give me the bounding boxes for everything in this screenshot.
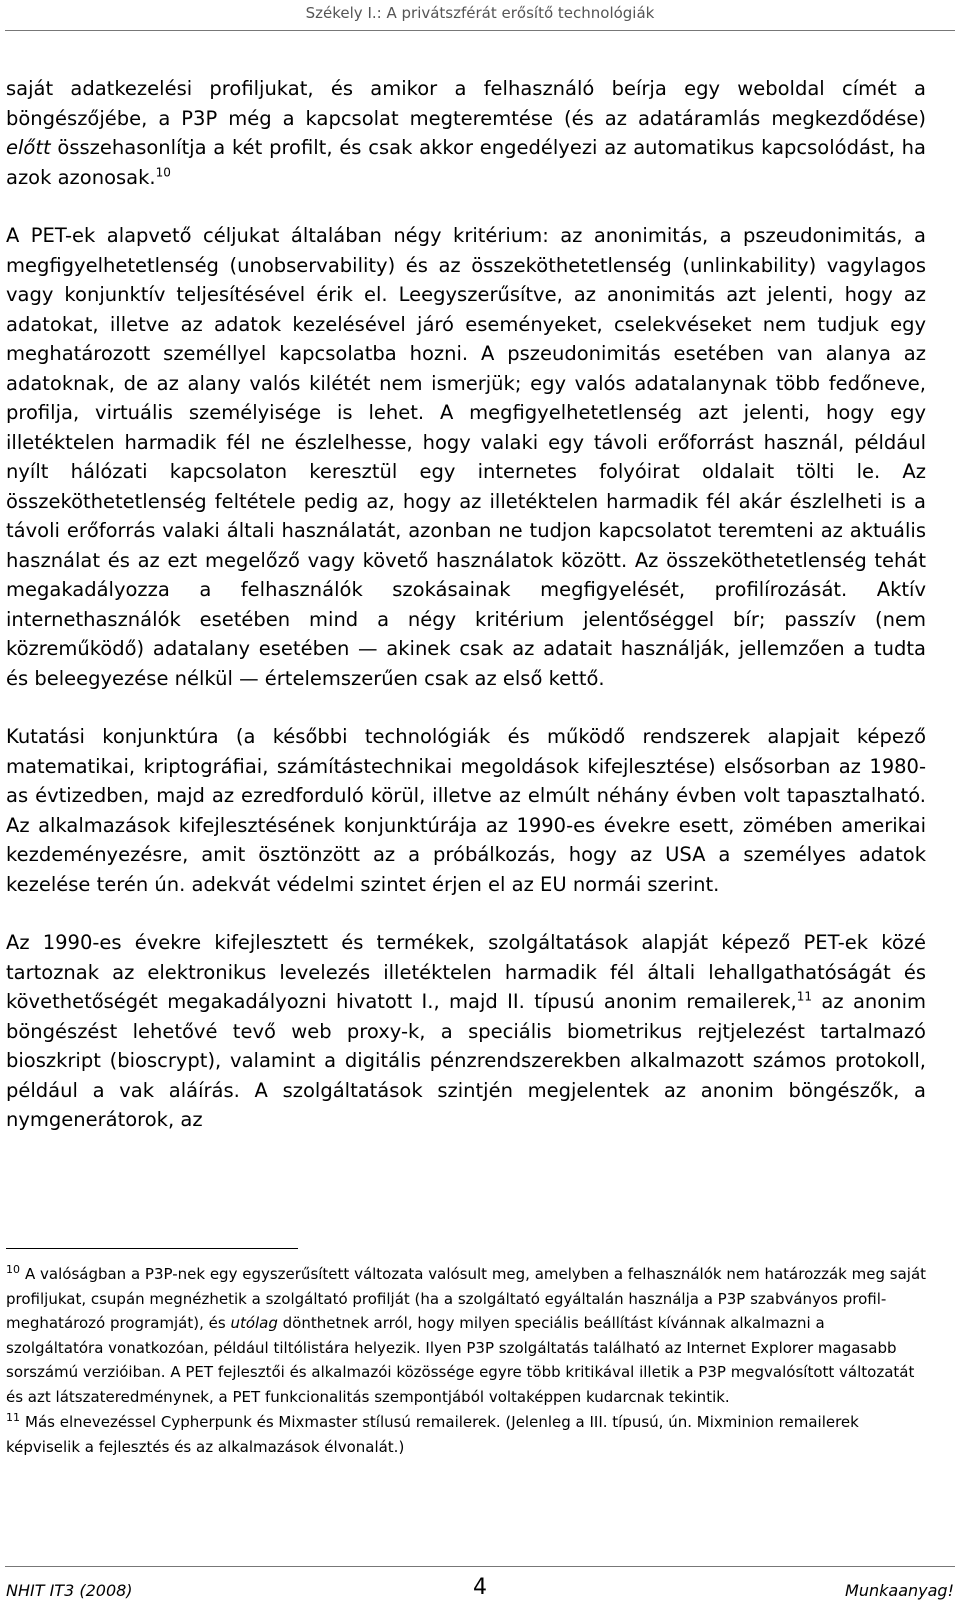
footnote-10-number: 10 xyxy=(6,1263,20,1276)
paragraph-research: Kutatási konjunktúra (a későbbi technológiák és működő rendszerek alapjait képező matematikai, kriptográfiai, számítástechnikai megoldások kifejlesztése) elsősorban az 1980-as évtizedben, majd az ezredforduló körül, illetve az elmúlt néhány évben volt tapasztalható. Az alkalmazások kifejlesztésének konjunktúrája az 1990-es évekre esett, zömében amerikai kezdeményezésre, amit ösztönzött az a próbálkozás, hogy az USA a személyes adatok kezelése terén ún. adekvát védelmi szintet érjen el az EU normái szerint. xyxy=(6,725,926,896)
p4-text-b: az anonim böngészést lehetővé tevő web proxy-k, a speciális biometrikus rejtjelezést tartalmazó bioszkript (bioscrypt), valamint a digitális pénzrendszerekben alkalmazott számos protokoll, például a vak aláírás. A szolgáltatások szintjén megjelentek az anonim böngészők, a nymgenerátorok, az xyxy=(6,990,926,1131)
running-header: Székely I.: A privátszférát erősítő technológiák xyxy=(305,4,655,22)
footnote-11-number: 11 xyxy=(6,1411,20,1424)
body-text xyxy=(6,74,926,1135)
footnote-11 xyxy=(6,1410,926,1459)
paragraph-pet-criteria: A PET-ek alapvető céljukat általában négy kritérium: az anonimitás, a pszeudonimitás, a megfigyelhetetlenség (unobservability) és az összeköthetetlenség (unlinkability) vagylagos vagy konjunktív teljesítésével érik el. Leegyszerűsítve, az anonimitás azt jelenti, hogy az adatokat, illetve az adatok kezelésével járó eseményeket, cselekvéseket nem tudjuk egy meghatározott személlyel kapcsolatba hozni. A pszeudonimitás esetében van alanya az adatoknak, de az alany valós kilétét nem ismerjük; egy valós adatalanynak több fedőneve, profilja, virtuális személyisége is lehet. A megfigyelhetetlenség azt jelenti, hogy egy illetéktelen harmadik fél ne észlelhesse, hogy valaki egy távoli erőforrást használ, például nyílt hálózati kapcsolaton keresztül egy internetes folyóirat oldalait tölti le. Az összeköthetetlenség feltétele pedig az, hogy az illetéktelen harmadik fél akár észlelheti is a távoli erőforrás valaki általi használatát, azonban ne tudjon kapcsolatot teremteni az aktuális használat és az ezt megelőző vagy követő használatok között. Az összeköthetetlenség tehát megakadályozza a felhasználók szokásainak megfigyelését, profilírozását. Aktív internethasználók esetében mind a négy kritérium jelentőséggel bír; passzív (nem közreműködő) adatalany esetében — akinek csak az adatait használják, jellemzően a tudta és beleegyezése nélkül — értelemszerűen csak az első kettő. xyxy=(6,224,926,690)
footnote-ref-10[interactable]: 10 xyxy=(155,165,171,179)
footnote-11-text: Más elnevezéssel Cypherpunk és Mixmaster stílusú remailerek. (Jelenleg a III. típusú, ún. Mixminion remailerek képviselik a fejlesztés és az alkalmazások élvonalát.) xyxy=(6,1413,859,1456)
header-divider xyxy=(5,30,955,31)
footnote-10 xyxy=(6,1262,926,1409)
paragraph-pet-products xyxy=(6,928,926,1135)
footer-right: Munkaanyag! xyxy=(845,1581,954,1600)
p1-text-b: összehasonlítja a két profilt, és csak akkor engedélyezi az automatikus kapcsolódást, ha azok azonosak. xyxy=(6,136,926,189)
p4-text-a: Az 1990-es évekre kifejlesztett és termékek, szolgáltatások alapját képező PET-ek közé tartoznak az elektronikus levelezés illetéktelen harmadik fél általi lehallgathatóságát és követhetőségét megakadályozni hivatott I., majd II. típusú anonim remailerek, xyxy=(6,931,926,1013)
footnote-ref-11[interactable]: 11 xyxy=(796,989,813,1004)
footnote-10-text-b: dönthetnek arról, hogy milyen speciális beállítást kívánnak alkalmazni a szolgáltatóra vonatkozóan, például tiltólistára helyezik. Ilyen P3P szolgáltatás található az Internet Explorer magasabb sorszámú verzióiban. A PET fejlesztői és alkalmazói közössége egyre több kritikával illetik a P3P megvalósított változatát és azt látszateredménynek, a PET funkcionalitás szempontjából voltaképpen kudarcnak tekintik. xyxy=(6,1314,915,1406)
footnote-10-italic: utólag xyxy=(230,1314,278,1332)
footnote-10-text-a: A valóságban a P3P-nek egy egyszerűsített változata valósult meg, amelyben a felhasználók nem határozzák meg saját profiljukat, csupán megnézhetik a szolgáltató profilját (ha a szolgáltató egyáltalán használja a P3P szabványos profil-meghatározó programját), és xyxy=(6,1265,927,1332)
footer-left: NHIT IT3 (2008) xyxy=(6,1581,133,1600)
page-number: 4 xyxy=(473,1575,487,1600)
page-footer xyxy=(6,1570,954,1600)
p1-text-a: saját adatkezelési profiljukat, és amikor a felhasználó beírja egy weboldal címét a böngészőjébe, a P3P még a kapcsolat megteremtése (és az adatáramlás megkezdődése) xyxy=(6,77,926,130)
footnote-separator xyxy=(6,1248,298,1249)
footnotes xyxy=(6,1262,926,1459)
p1-italic-word: előtt xyxy=(6,136,51,159)
paragraph-p3p xyxy=(6,74,926,192)
footer-divider xyxy=(5,1566,955,1567)
